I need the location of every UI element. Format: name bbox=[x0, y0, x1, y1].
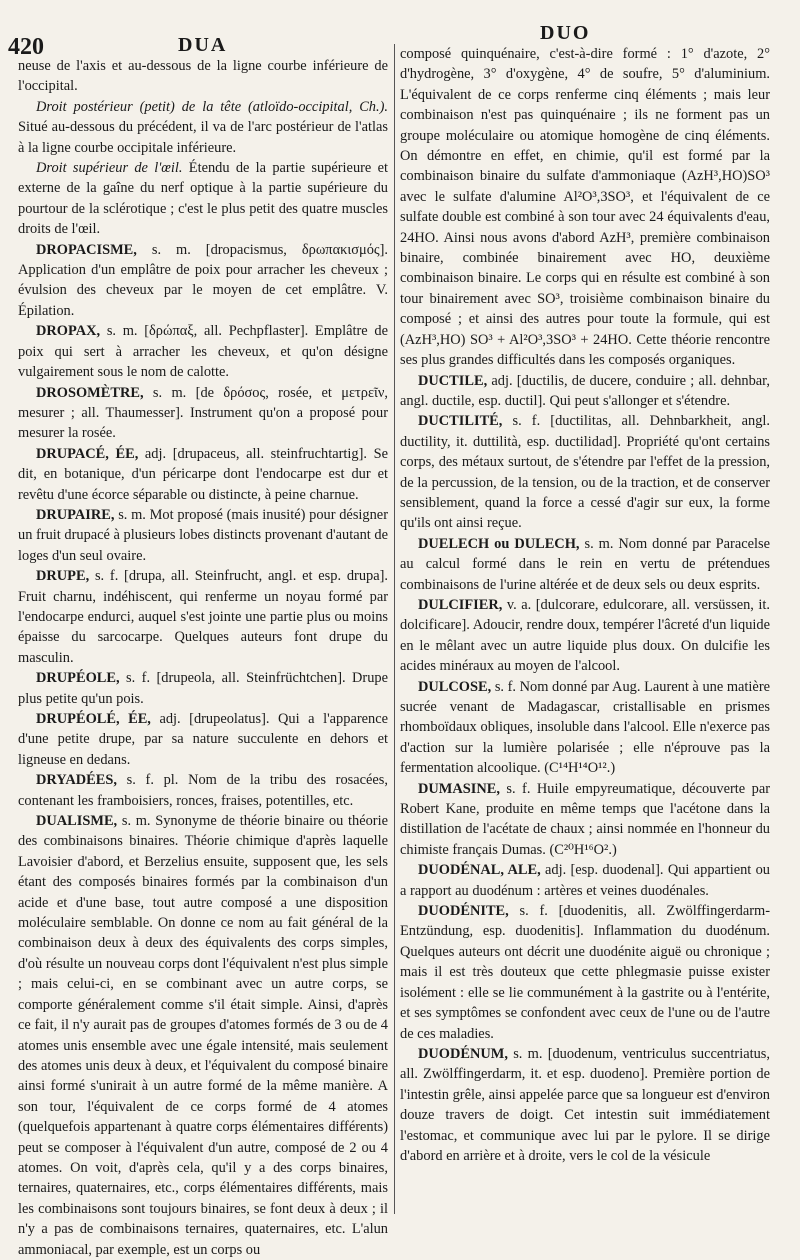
entry-text: v. a. [dulcorare, edulcorare, all. versüssen, it. dolcificare]. Adoucir, rendre doux, tempérer l'âcreté d'un liquide en le mêlant avec un autre liquide plus doux. On dulcifie les acides minéraux au moyen de l'alcool. bbox=[400, 596, 770, 675]
dictionary-entry bbox=[400, 595, 770, 677]
entry-headword: DROPAX, bbox=[36, 323, 101, 340]
entry-text: s. m. Nom donné par Paracelse au calcul formé dans le rein en vertu de prétendues combinaisons de l'urine altérée et de deux sels ou deux esprits. bbox=[400, 535, 770, 593]
entry-headword: DUODÉNAL, ALE, bbox=[418, 862, 541, 879]
entry-headword: DUALISME, bbox=[36, 813, 118, 830]
entry-headword: DUELECH ou DULECH, bbox=[418, 535, 580, 552]
entry-text: s. f. [ductilitas, all. Dehnbarkheit, angl. ductility, it. duttilità, esp. ductilidad]. Propriété qu'ont certains corps, des métaux surtout, de s'étendre par l'effet de la pression, de la percussion, de la tension, ou de la traction, et de conserver sensiblement, quand la force a cessé d'agir sur eux, la forme qu'ils ont ainsi reçue. bbox=[400, 413, 770, 532]
right-running-headword: DUO bbox=[540, 22, 591, 44]
dictionary-entry bbox=[400, 44, 770, 371]
entry-text: s. m. [duodenum, ventriculus succentriatus, all. Zwölffingerdarm, it. et esp. duodeno]. Première portion de l'intestin grêle, ainsi appelée parce que sa longueur est d'environ douze travers de doigt. Cet intestin suit immédiatement l'estomac, et communique avec lui par le pylore. Il se dirige d'abord en arrière et à droite, vers le col de la vésicule bbox=[400, 1045, 771, 1164]
dictionary-entry bbox=[400, 371, 770, 412]
entry-text: adj. [esp. duodenal]. Qui appartient ou a rapport au duodénum : artères et veines duodénales. bbox=[400, 862, 770, 899]
dictionary-entry bbox=[18, 505, 388, 566]
entry-text: composé quinquénaire, c'est-à-dire formé : 1° d'azote, 2° d'hydrogène, 3° d'oxygène, 4° de soufre, 5° d'aluminium. L'équivalent de ce corps renferme cinq éléments ; mais leur combinaison n'est pas quinquénaire ; ils ne forment pas un groupe moléculaire ou atomique homogène de cinq éléments. On démontre en effet, en chimie, qu'il est formé par la combinaison binaire du sulfate d'ammoniaque (AzH³,HO)SO³ avec le sulfate d'alumine Al²O³,3SO³, et l'équivalent de ce sulfate double est combiné à son tour avec 24 équivalents d'eau, 24HO. Ainsi nous avons d'abord AzH³, première combinaison binaire, combinée binairement avec HO, deuxième combinaison binaire. Le corps qui en résulte est combiné à son tour binairement avec SO³, troisième combinaison binaire du composé ; et ainsi des autres pour toute la formule, qui est (AzH³,HO) SO³ + Al²O³,3SO³ + 24HO. Cette théorie rencontre ses plus grandes difficultés dans les composés organiques. bbox=[400, 46, 770, 369]
entry-text: s. m. [dropacismus, δρωπακισμός]. Application d'un emplâtre de poix pour arracher les cheveux ; évulsion des cheveux par le moyen de cet emplâtre. V. Épilation. bbox=[18, 241, 388, 319]
entry-text: adj. [drupeolatus]. Qui a l'apparence d'une petite drupe, par sa nature succulente en dehors et ligneuse en dedans. bbox=[18, 711, 388, 768]
entry-text: s. f. [duodenitis, all. Zwölffingerdarm-Entzündung, esp. duodenitis]. Inflammation du duodénum. Quelques auteurs ont décrit une duodénite aiguë ou chronique ; mais il est très douteux que cette phlegmasie puisse exister isolément : elle se lie communément à la gastrite ou à l'entérite, et ses symptômes se confondent avec ceux de l'une ou de l'autre de ces maladies. bbox=[400, 903, 771, 1042]
entry-text: s. f. Huile empyreumatique, découverte par Robert Kane, produite en même temps que l'acétone dans la distillation de l'acétate de chaux ; ainsi nommée en l'honneur du chimiste français Dumas. (C²⁰H¹⁶O².) bbox=[400, 780, 770, 858]
entry-headword: Droit postérieur (petit) de la tête (atloïdo-occipital, Ch.). bbox=[36, 98, 388, 115]
dictionary-entry bbox=[400, 901, 770, 1044]
dictionary-entry bbox=[18, 709, 388, 770]
entry-headword: DUODÉNUM, bbox=[418, 1045, 508, 1062]
dictionary-entry bbox=[400, 779, 770, 861]
entry-headword: DRUPACÉ, ÉE, bbox=[36, 445, 139, 462]
dictionary-entry bbox=[18, 56, 388, 97]
column-divider bbox=[394, 44, 395, 1214]
left-column bbox=[18, 56, 388, 1260]
dictionary-entry bbox=[18, 240, 388, 322]
entry-text: adj. [drupaceus, all. steinfruchtartig]. Se dit, en botanique, d'un péricarpe dont l'endocarpe est dur et revêtu d'une écorce séparable ou distincte, à peine charnue. bbox=[18, 445, 388, 503]
entry-headword: DUCTILE, bbox=[418, 372, 488, 389]
dictionary-entry bbox=[18, 811, 388, 1260]
entry-headword: DUMASINE, bbox=[418, 780, 500, 797]
dictionary-entry bbox=[400, 677, 770, 779]
dictionary-entry bbox=[18, 668, 388, 709]
entry-text: s. m. Mot proposé (mais inusité) pour désigner un fruit drupacé à plusieurs lobes distincts provenant d'autant de loges d'un seul ovaire. bbox=[18, 506, 388, 564]
dictionary-entry bbox=[18, 321, 388, 382]
entry-headword: DROSOMÈTRE, bbox=[36, 384, 144, 401]
entry-text: s. m. [de δρόσος, rosée, et μετρεῖν, mesurer ; all. Thaumesser]. Instrument qu'on a proposé pour mesurer la rosée. bbox=[18, 384, 388, 442]
dictionary-entry bbox=[18, 97, 388, 158]
entry-text: s. m. [δρώπαξ, all. Pechpflaster]. Emplâtre de poix qui sert à arracher les cheveux, et qu'on désigne vulgairement sous le nom de calotte. bbox=[18, 323, 388, 381]
entry-text: adj. [ductilis, de ducere, conduire ; all. dehnbar, angl. ductile, esp. ductil]. Qui peut s'allonger et s'étendre. bbox=[400, 372, 770, 409]
entry-text: Étendu de la partie supérieure et externe de la gaîne du nerf optique à la partie supérieure du pourtour de la sclérotique ; c'est le plus petit des quatre muscles droits de l'œil. bbox=[18, 160, 388, 238]
entry-headword: DUCTILITÉ, bbox=[418, 413, 503, 430]
entry-headword: DULCIFIER, bbox=[418, 596, 503, 613]
entry-text: s. f. Nom donné par Aug. Laurent à une matière sucrée venant de Madagascar, cristallisable en prismes rhomboïdaux obliques, insoluble dans l'alcool. Elle n'exerce pas d'action sur la lumière polarisée ; elle n'éprouve pas la fermentation alcoolique. (C¹⁴H¹⁴O¹².) bbox=[400, 678, 770, 777]
dictionary-entry bbox=[18, 444, 388, 505]
entry-headword: DRUPE, bbox=[36, 568, 90, 585]
dictionary-entry bbox=[18, 770, 388, 811]
entry-text: s. f. [drupeola, all. Steinfrüchtchen]. Drupe plus petite qu'un pois. bbox=[18, 670, 388, 707]
dictionary-entry bbox=[400, 1044, 770, 1166]
entry-headword: DRUPÉOLE, bbox=[36, 670, 120, 687]
dictionary-entry bbox=[18, 566, 388, 668]
dictionary-entry bbox=[400, 860, 770, 901]
entry-headword: DROPACISME, bbox=[36, 241, 137, 258]
entry-headword: DRUPAIRE, bbox=[36, 506, 115, 523]
entry-headword: Droit supérieur de l'œil. bbox=[36, 160, 183, 177]
left-running-headword: DUA bbox=[178, 34, 228, 56]
entry-text: s. m. Synonyme de théorie binaire ou théorie des combinaisons binaires. Théorie chimique d'après laquelle Lavoisier d'abord, et Berzelius ensuite, supposent que, les sels étant des composés binaires formés par la combinaison d'un acide et d'une base, tout autre composé a une disposition moléculaire semblable. On donne ce nom au fait général de la combinaison deux à deux des équivalents des corps simples, d'où résulte un nouveau corps dont l'équivalent n'est plus simple ; mais celui-ci, en se combinant avec un autre corps, se comporte généralement comme s'il était simple. Ainsi, d'après ce fait, il n'y aurait pas de groupes d'atomes formés de 3 ou de 4 atomes unis ensemble avec une égale intensité, mais seulement des atomes unis deux à deux, et l'équivalent du composé binaire ainsi formé s'unirait à un autre formé de la même manière. A son tour, l'équivalent de ce corps formé de 4 atomes (quelquefois appartenant à quatre corps élémentaires différents) peut se composer à l'équivalent d'un autre, composé de 2 ou 4 atomes. On voit, d'après cela, qu'il y a des corps binaires, ternaires, quaternaires, etc., corps élémentaires différents, mais les combinaisons sont toujours binaires, se font deux à deux ; il n'y a pas de combinaisons ternaires, quaternaires, etc. L'alun ammoniacal, par exemple, est un corps ou bbox=[18, 813, 388, 1258]
entry-headword: DRUPÉOLÉ, ÉE, bbox=[36, 711, 151, 727]
entry-text: s. f. [drupa, all. Steinfrucht, angl. et esp. drupa]. Fruit charnu, indéhiscent, qui renferme un noyau formé par l'endocarpe endurci, auquel s'est jointe une partie plus ou moins épaisse du sarcocarpe. Quelques auteurs font drupe du masculin. bbox=[18, 568, 388, 666]
dictionary-entry bbox=[400, 411, 770, 533]
entry-text: s. f. pl. Nom de la tribu des rosacées, contenant les framboisiers, ronces, fraises, potentilles, etc. bbox=[18, 772, 388, 809]
entry-headword: DRYADÉES, bbox=[36, 772, 117, 789]
page-number: 420 bbox=[8, 34, 44, 60]
dictionary-entry bbox=[18, 158, 388, 240]
dictionary-entry bbox=[400, 534, 770, 595]
right-column bbox=[400, 44, 770, 1166]
entry-text: neuse de l'axis et au-dessous de la ligne courbe inférieure de l'occipital. bbox=[18, 58, 388, 95]
entry-headword: DUODÉNITE, bbox=[418, 903, 509, 920]
entry-text: Situé au-dessous du précédent, il va de l'arc postérieur de l'atlas à la ligne courbe occipitale inférieure. bbox=[18, 119, 388, 156]
entry-headword: DULCOSE, bbox=[418, 678, 492, 695]
dictionary-entry bbox=[18, 383, 388, 444]
